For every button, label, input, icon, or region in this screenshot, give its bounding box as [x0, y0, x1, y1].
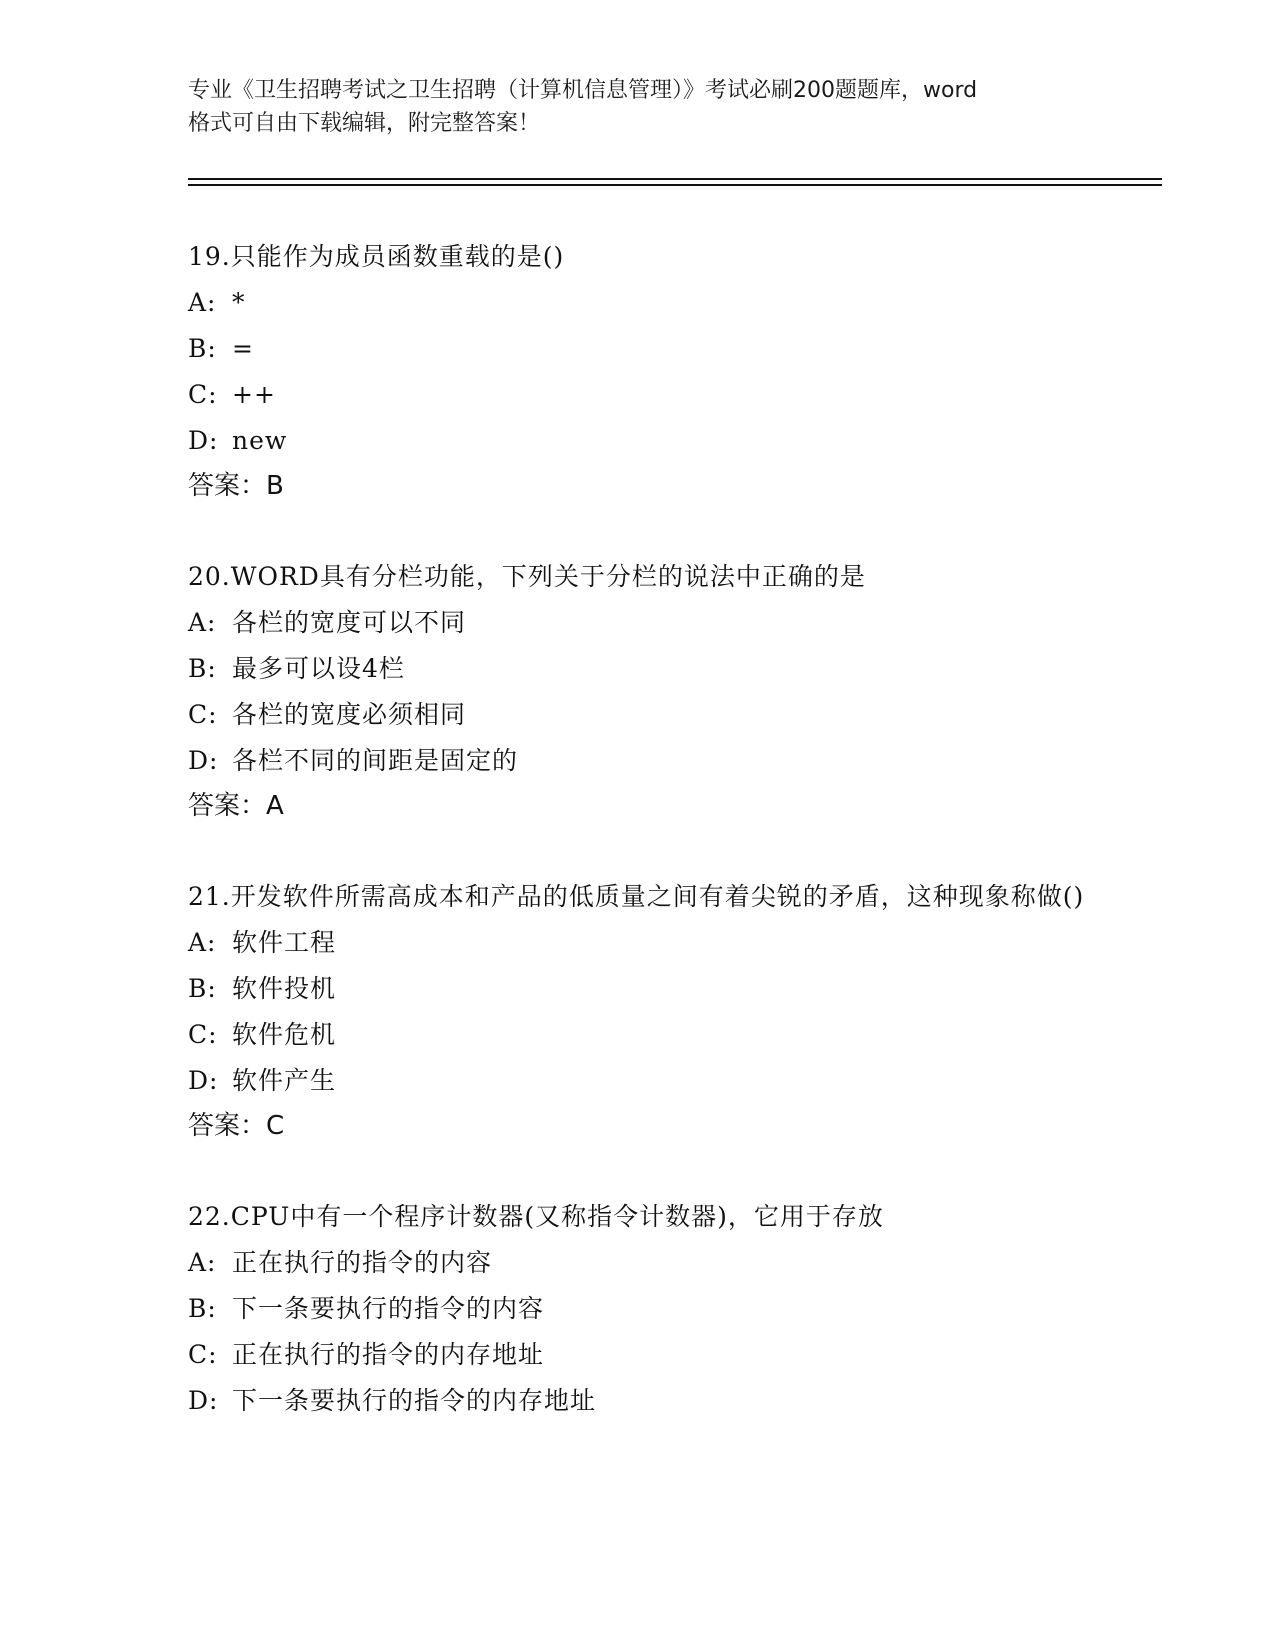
header-line-2: 格式可自由下载编辑，附完整答案！: [188, 111, 541, 136]
option-text: 最多可以设4栏: [232, 654, 405, 683]
option-text: 软件工程: [232, 928, 337, 957]
option-text: 各栏的宽度必须相同: [232, 700, 467, 729]
question-stem: 20.WORD具有分栏功能，下列关于分栏的说法中正确的是: [188, 562, 866, 591]
option-label: B:: [188, 974, 217, 1003]
option-b: [188, 966, 1088, 1012]
option-label: C:: [188, 700, 218, 729]
option-text: 软件危机: [232, 1020, 337, 1049]
answer-line: 答案：C: [188, 1111, 285, 1141]
option-label: D:: [188, 426, 219, 455]
option-label: A:: [188, 288, 217, 317]
option-c: [188, 692, 1088, 738]
answer-line: 答案：A: [188, 791, 284, 821]
option-text: 各栏的宽度可以不同: [232, 608, 467, 637]
question-20: [188, 554, 1088, 828]
document-header: [188, 74, 1088, 140]
option-text: 正在执行的指令的内存地址: [232, 1340, 545, 1369]
option-d: [188, 1058, 1088, 1104]
option-a: [188, 280, 1088, 326]
question-list: [188, 234, 1088, 1470]
option-label: C:: [188, 1020, 218, 1049]
option-c: [188, 372, 1088, 418]
option-label: D:: [188, 1066, 219, 1095]
option-label: D:: [188, 746, 219, 775]
option-d: [188, 418, 1088, 464]
option-label: A:: [188, 928, 217, 957]
option-text: *: [232, 288, 246, 317]
question-stem: 19.只能作为成员函数重载的是(): [188, 242, 565, 271]
option-label: D:: [188, 1386, 219, 1415]
option-label: C:: [188, 1340, 218, 1369]
question-21: [188, 874, 1088, 1148]
option-a: [188, 600, 1088, 646]
option-text: 下一条要执行的指令的内容: [232, 1294, 545, 1323]
question-stem: 21.开发软件所需高成本和产品的低质量之间有着尖锐的矛盾，这种现象称做(): [188, 882, 1085, 911]
option-label: B:: [188, 654, 217, 683]
question-22: [188, 1194, 1088, 1424]
option-text: ++: [232, 380, 276, 409]
option-text: 下一条要执行的指令的内存地址: [232, 1386, 597, 1415]
option-b: [188, 1286, 1088, 1332]
option-text: 软件产生: [232, 1066, 337, 1095]
option-a: [188, 1240, 1088, 1286]
question-19: [188, 234, 1088, 508]
option-c: [188, 1012, 1088, 1058]
option-text: new: [232, 426, 288, 455]
option-text: 各栏不同的间距是固定的: [232, 746, 519, 775]
header-line-1: 专业《卫生招聘考试之卫生招聘（计算机信息管理）》考试必刷200题题库，word: [188, 78, 978, 103]
option-label: C:: [188, 380, 218, 409]
option-text: =: [232, 334, 254, 363]
option-text: 软件投机: [232, 974, 337, 1003]
option-c: [188, 1332, 1088, 1378]
option-label: A:: [188, 608, 217, 637]
option-label: B:: [188, 1294, 217, 1323]
answer-line: 答案：B: [188, 471, 284, 501]
option-d: [188, 738, 1088, 784]
header-divider-bottom: [188, 184, 1162, 186]
option-b: [188, 326, 1088, 372]
option-text: 正在执行的指令的内容: [232, 1248, 493, 1277]
question-stem: 22.CPU中有一个程序计数器(又称指令计数器)，它用于存放: [188, 1202, 884, 1231]
header-divider-top: [188, 178, 1162, 180]
option-label: B:: [188, 334, 217, 363]
option-d: [188, 1378, 1088, 1424]
option-a: [188, 920, 1088, 966]
option-b: [188, 646, 1088, 692]
option-label: A:: [188, 1248, 217, 1277]
